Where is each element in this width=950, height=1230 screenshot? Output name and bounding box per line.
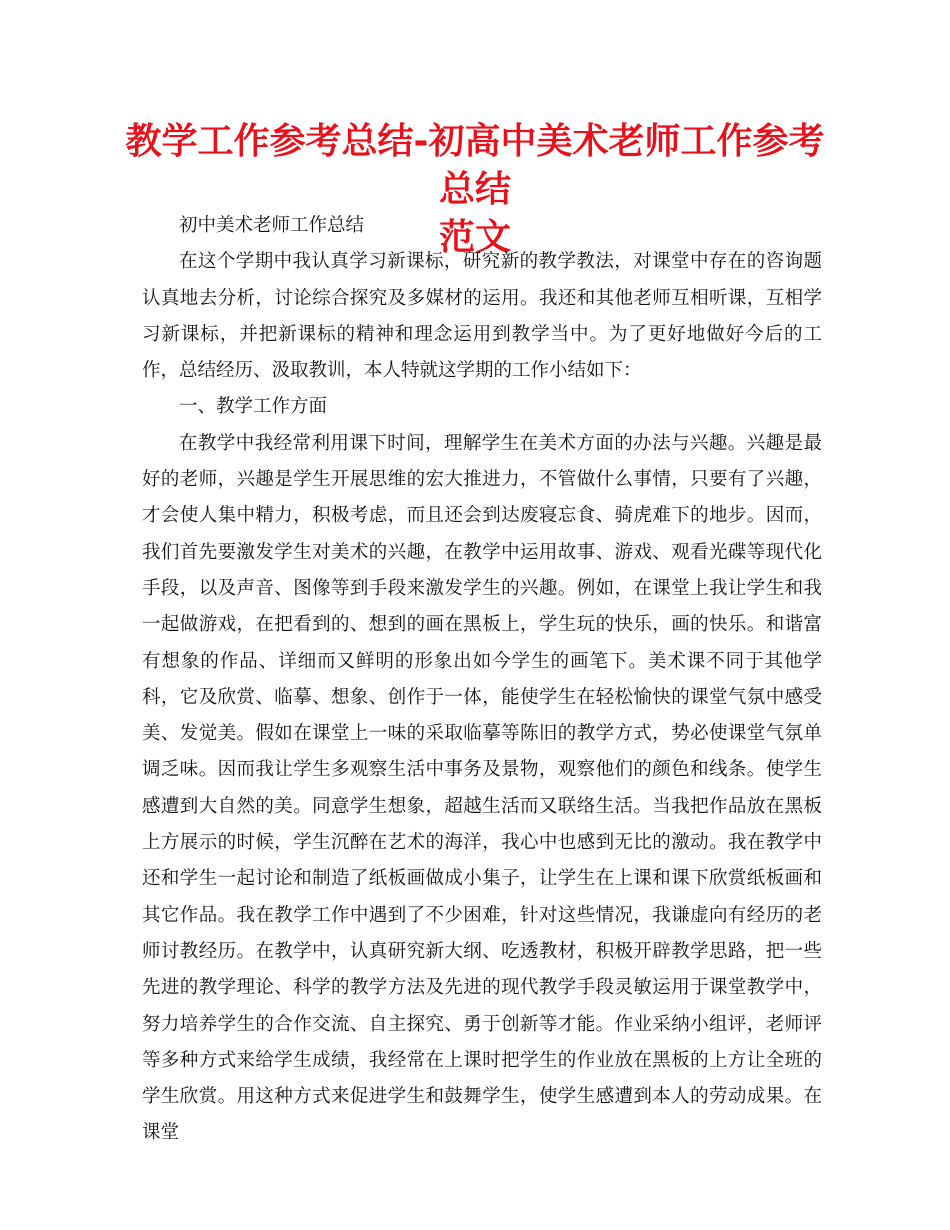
title-line-2: 范文 bbox=[438, 217, 511, 258]
section-heading: 一、教学工作方面 bbox=[179, 396, 328, 418]
document-body bbox=[142, 208, 822, 1152]
title-line-1: 教学工作参考总结-初高中美术老师工作参考总结 bbox=[125, 121, 825, 210]
body-paragraph: 在这个学期中我认真学习新课标，研究新的教学教法，对课堂中存在的咨询题认真地去分析，讨论综合探究及多媒材的运用。我还和其他老师互相听课，互相学习新课标，并把新课标的精神和理念运用到教学当中。为了更好地做好今后的工作，总结经历、汲取教训，本人特就这学期的工作小结如下： bbox=[142, 251, 822, 382]
body-paragraph: 在教学中我经常利用课下时间，理解学生在美术方面的办法与兴趣。兴趣是最好的老师，兴趣是学生开展思维的宏大推进力，不管做什么事情，只要有了兴趣，才会使人集中精力，积极考虑，而且还会到达废寝忘食、骑虎难下的地步。因而，我们首先要激发学生对美术的兴趣，在教学中运用故事、游戏、观看光碟等现代化手段，以及声音、图像等到手段来激发学生的兴趣。例如，在课堂上我让学生和我一起做游戏，在把看到的、想到的画在黑板上，学生玩的快乐，画的快乐。和谐富有想象的作品、详细而又鲜明的形象出如今学生的画笔下。美术课不同于其他学科，它及欣赏、临摹、想象、创作于一体，能使学生在轻松愉快的课堂气氛中感受美、发觉美。假如在课堂上一味的采取临摹等陈旧的教学方式，势必使课堂气氛单调乏味。因而我让学生多观察生活中事务及景物，观察他们的颜色和线条。使学生感遭到大自然的美。同意学生想象，超越生活而又联络生活。当我把作品放在黑板上方展示的时候，学生沉醉在艺术的海洋，我心中也感到无比的激动。我在教学中还和学生一起讨论和制造了纸板画做成小集子，让学生在上课和课下欣赏纸板画和其它作品。我在教学工作中遇到了不少困难，针对这些情况，我谦虚向有经历的老师讨教经历。在教学中，认真研究新大纲、吃透教材，积极开辟教学思路，把一些先进的教学理论、科学的教学方法及先进的现代教学手段灵敏运用于课堂教学中，努力培养学生的合作交流、自主探究、勇于创新等才能。作业采纳小组评，老师评等多种方式来给学生成绩，我经常在上课时把学生的作业放在黑板的上方让全班的学生欣赏。用这种方式来促进学生和鼓舞学生，使学生感遭到本人的劳动成果。在课堂 bbox=[142, 432, 822, 1144]
section-heading: 初中美术老师工作总结 bbox=[179, 215, 365, 236]
